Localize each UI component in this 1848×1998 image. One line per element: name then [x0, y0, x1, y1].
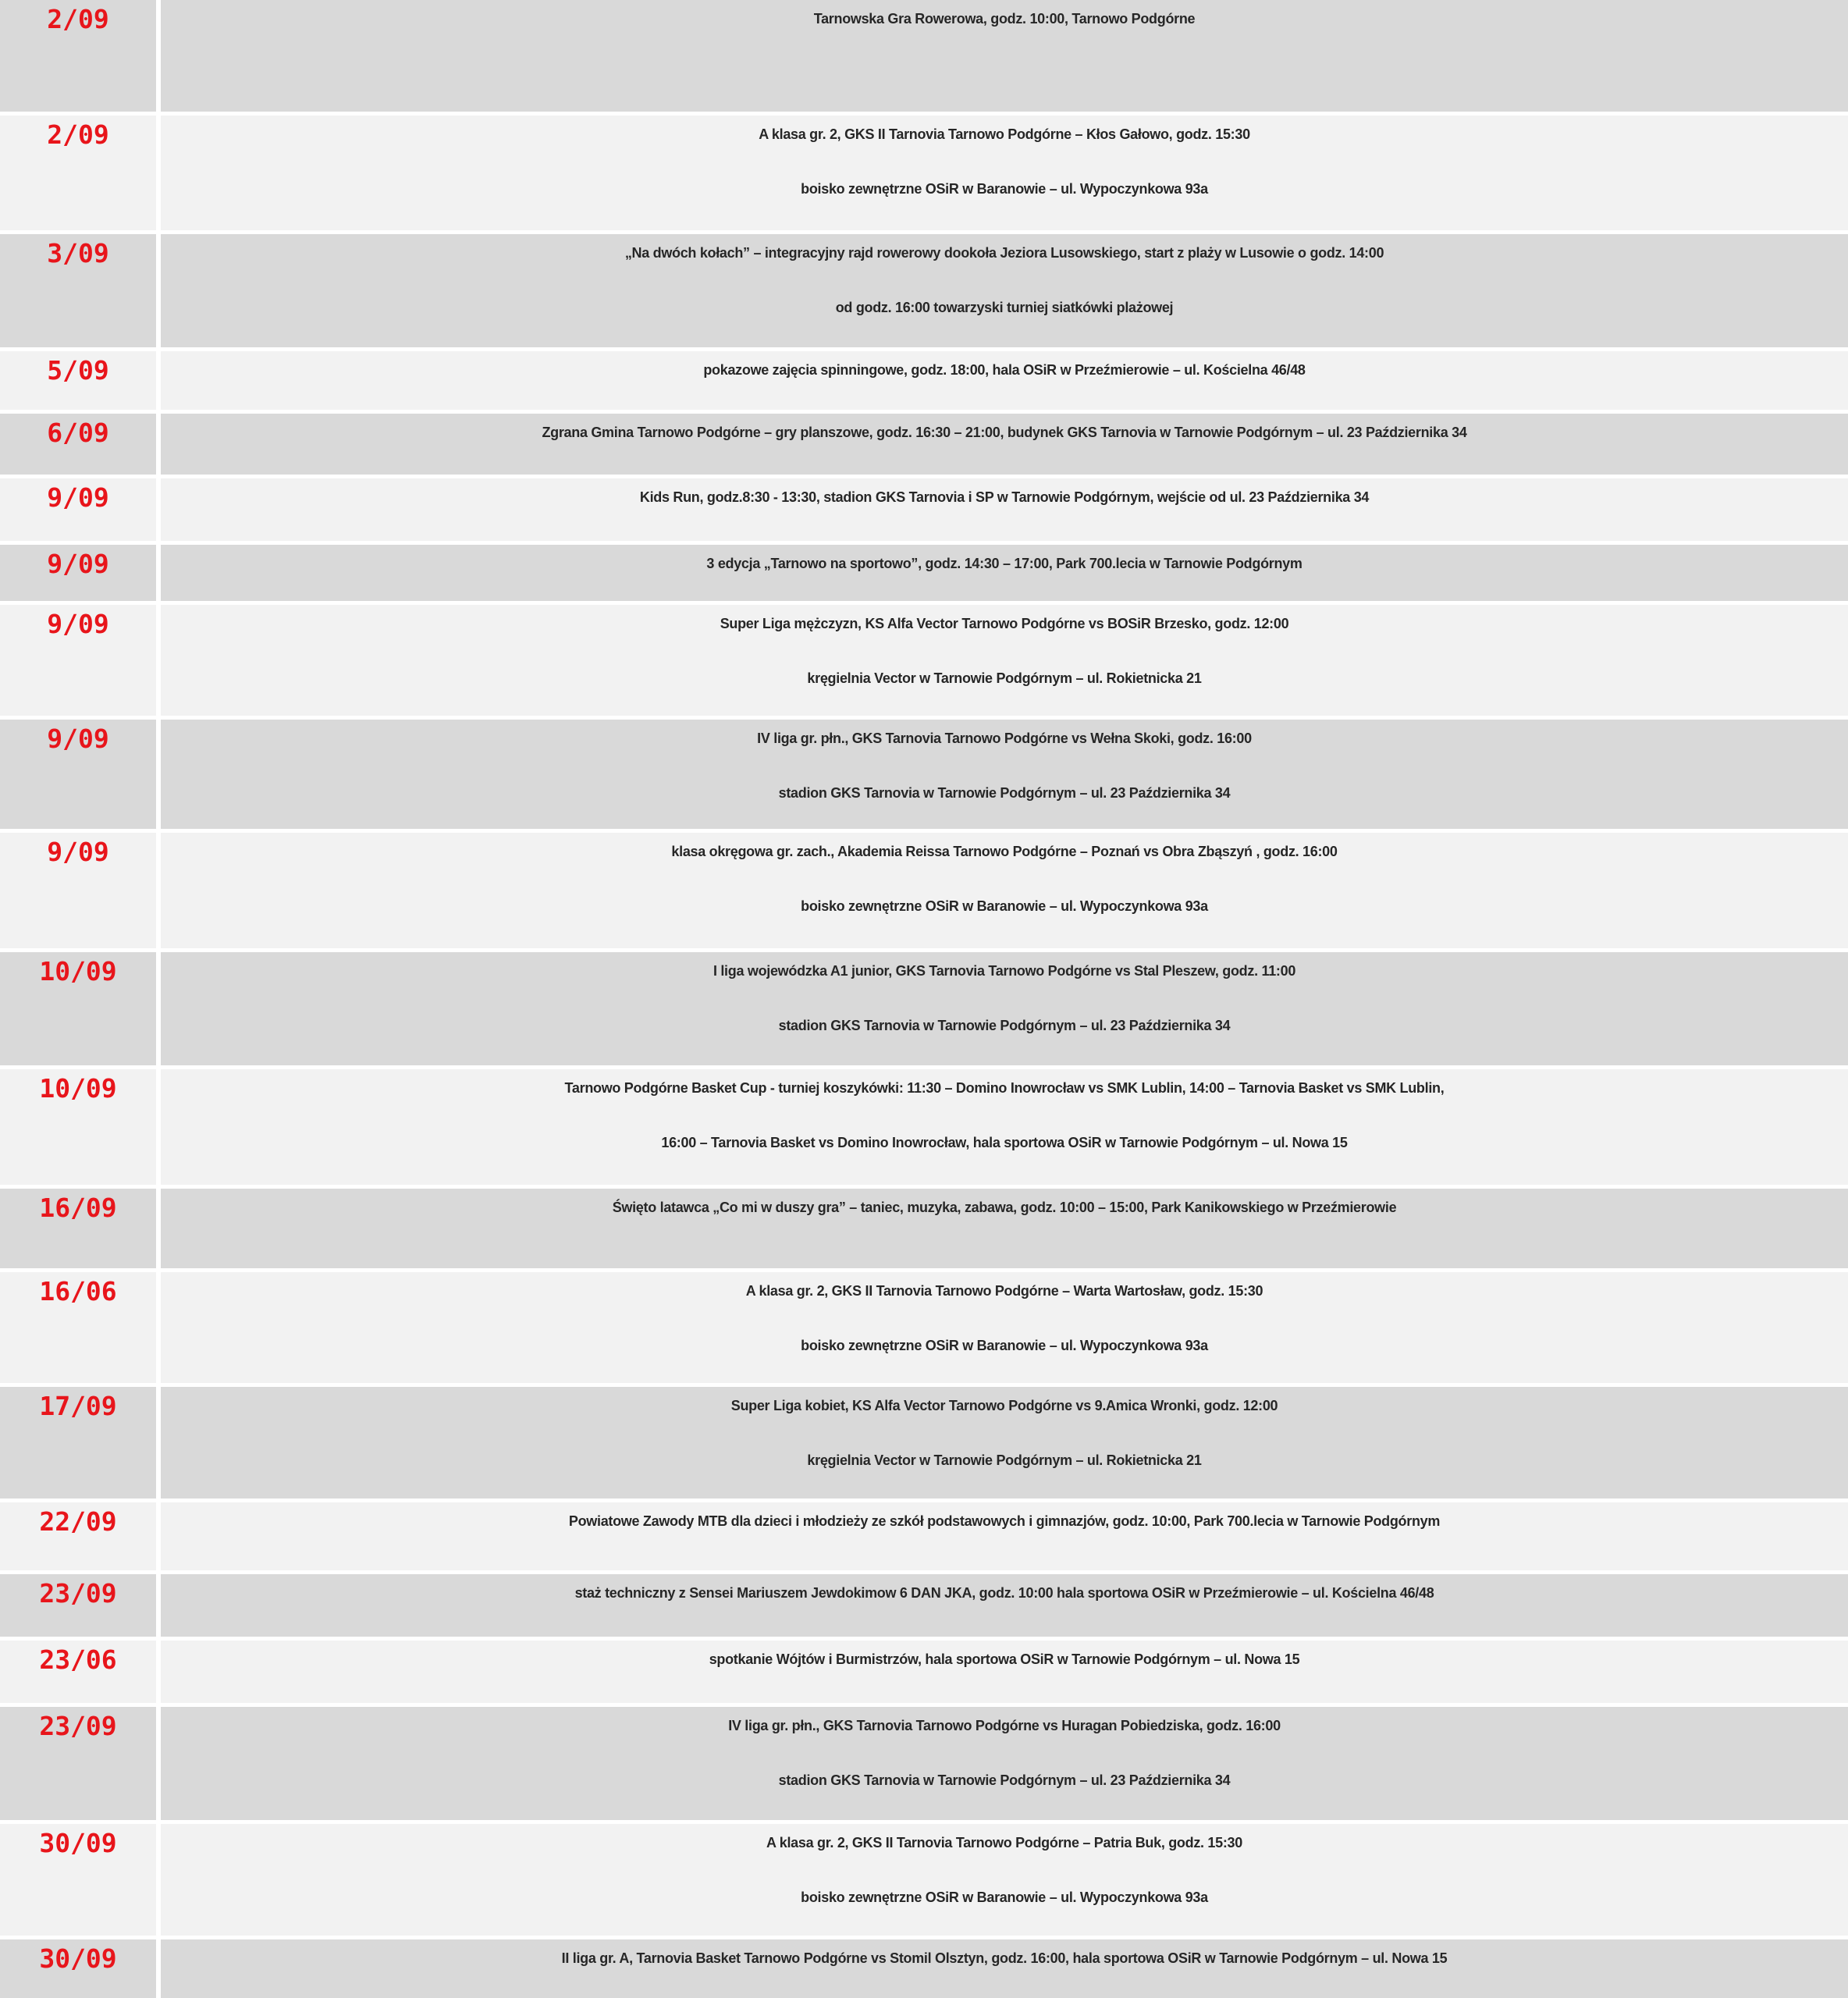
event-description: [161, 116, 1848, 230]
table-row: [0, 1189, 1848, 1268]
event-line: Powiatowe Zawody MTB dla dzieci i młodzieży ze szkół podstawowych i gimnazjów, godz. 10:00, Park 700.lecia w Tarnowie Podgórnym: [568, 1513, 1441, 1529]
event-description: [161, 1824, 1848, 1936]
event-date: 30/09: [0, 1939, 156, 1998]
event-line: boisko zewnętrzne OSiR w Baranowie – ul. Wypoczynkowa 93a: [801, 1338, 1208, 1353]
event-line: I liga wojewódzka A1 junior, GKS Tarnovia Tarnowo Podgórne vs Stal Pleszew, godz. 11:00: [713, 963, 1296, 979]
event-date: 2/09: [0, 0, 156, 112]
event-line: Super Liga mężczyzn, KS Alfa Vector Tarnowo Podgórne vs BOSiR Brzesko, godz. 12:00: [720, 616, 1289, 631]
table-row: [0, 1641, 1848, 1703]
table-row: [0, 414, 1848, 475]
event-description: [161, 1272, 1848, 1383]
event-date: 9/09: [0, 605, 156, 716]
event-line: 3 edycja „Tarnowo na sportowo”, godz. 14:30 – 17:00, Park 700.lecia w Tarnowie Podgórnym: [706, 556, 1302, 571]
event-description: [161, 1069, 1848, 1185]
event-date: 5/09: [0, 351, 156, 410]
event-date: 3/09: [0, 234, 156, 347]
event-line: Super Liga kobiet, KS Alfa Vector Tarnowo Podgórne vs 9.Amica Wronki, godz. 12:00: [730, 1398, 1278, 1413]
event-description: [161, 234, 1848, 347]
table-row: [0, 351, 1848, 410]
event-date: 10/09: [0, 1069, 156, 1185]
event-description: [161, 545, 1848, 601]
event-line: 16:00 – Tarnovia Basket vs Domino Inowrocław, hala sportowa OSiR w Tarnowie Podgórnym – ul. Nowa 15: [661, 1135, 1348, 1150]
event-date: 9/09: [0, 720, 156, 829]
event-description: [161, 952, 1848, 1065]
event-date: 23/06: [0, 1641, 156, 1703]
event-date: 17/09: [0, 1387, 156, 1498]
event-line: stadion GKS Tarnovia w Tarnowie Podgórnym – ul. 23 Października 34: [778, 785, 1231, 801]
event-line: pokazowe zajęcia spinningowe, godz. 18:00, hala OSiR w Przeźmierowie – ul. Kościelna 46/48: [703, 362, 1306, 378]
event-line: „Na dwóch kołach” – integracyjny rajd rowerowy dookoła Jeziora Lusowskiego, start z plaży w Lusowie o godz. 14:00: [624, 245, 1384, 261]
event-line: stadion GKS Tarnovia w Tarnowie Podgórnym – ul. 23 Października 34: [778, 1018, 1231, 1033]
event-date: 6/09: [0, 414, 156, 475]
event-description: [161, 351, 1848, 410]
event-line: A klasa gr. 2, GKS II Tarnovia Tarnowo Podgórne – Patria Buk, godz. 15:30: [766, 1835, 1242, 1850]
event-line: kręgielnia Vector w Tarnowie Podgórnym – ul. Rokietnicka 21: [807, 670, 1202, 686]
event-date: 9/09: [0, 545, 156, 601]
event-line: A klasa gr. 2, GKS II Tarnovia Tarnowo Podgórne – Warta Wartosław, godz. 15:30: [745, 1283, 1263, 1299]
event-date: 9/09: [0, 478, 156, 541]
event-description: [161, 478, 1848, 541]
table-row: [0, 234, 1848, 347]
table-row: [0, 605, 1848, 716]
table-row: [0, 1824, 1848, 1936]
event-description: [161, 1641, 1848, 1703]
event-line: spotkanie Wójtów i Burmistrzów, hala sportowa OSiR w Tarnowie Podgórnym – ul. Nowa 15: [709, 1651, 1300, 1667]
table-row: [0, 478, 1848, 541]
event-date: 16/06: [0, 1272, 156, 1383]
event-line: kręgielnia Vector w Tarnowie Podgórnym – ul. Rokietnicka 21: [807, 1452, 1202, 1468]
table-row: [0, 952, 1848, 1065]
table-row: [0, 1707, 1848, 1820]
table-row: [0, 720, 1848, 829]
event-line: A klasa gr. 2, GKS II Tarnovia Tarnowo Podgórne – Kłos Gałowo, godz. 15:30: [759, 126, 1250, 142]
event-line: Tarnowo Podgórne Basket Cup - turniej koszykówki: 11:30 – Domino Inowrocław vs SMK Lublin, 14:00 – Tarnovia Basket vs SMK Lublin,: [564, 1080, 1445, 1096]
event-line: boisko zewnętrzne OSiR w Baranowie – ul. Wypoczynkowa 93a: [801, 1890, 1208, 1905]
event-description: [161, 1189, 1848, 1268]
event-line: Zgrana Gmina Tarnowo Podgórne – gry planszowe, godz. 16:30 – 21:00, budynek GKS Tarnovia w Tarnowie Podgórnym – ul. 23 Października 34: [542, 425, 1467, 440]
event-description: [161, 833, 1848, 948]
table-row: [0, 833, 1848, 948]
table-row: [0, 116, 1848, 230]
table-row: [0, 1069, 1848, 1185]
table-row: [0, 0, 1848, 112]
table-row: [0, 1272, 1848, 1383]
event-description: [161, 414, 1848, 475]
table-row: [0, 1502, 1848, 1570]
table-row: [0, 545, 1848, 601]
event-description: [161, 1387, 1848, 1498]
event-description: [161, 0, 1848, 112]
event-line: boisko zewnętrzne OSiR w Baranowie – ul. Wypoczynkowa 93a: [801, 898, 1208, 914]
event-date: 16/09: [0, 1189, 156, 1268]
event-line: od godz. 16:00 towarzyski turniej siatkówki plażowej: [835, 300, 1174, 315]
event-date: 23/09: [0, 1707, 156, 1820]
event-line: boisko zewnętrzne OSiR w Baranowie – ul. Wypoczynkowa 93a: [801, 181, 1208, 197]
event-line: II liga gr. A, Tarnovia Basket Tarnowo Podgórne vs Stomil Olsztyn, godz. 16:00, hala sportowa OSiR w Tarnowie Podgórnym – ul. Nowa 15: [561, 1950, 1448, 1966]
event-line: stadion GKS Tarnovia w Tarnowie Podgórnym – ul. 23 Października 34: [778, 1772, 1231, 1788]
table-row: [0, 1387, 1848, 1498]
event-description: [161, 1707, 1848, 1820]
table-row: [0, 1939, 1848, 1998]
event-date: 2/09: [0, 116, 156, 230]
event-line: IV liga gr. płn., GKS Tarnovia Tarnowo Podgórne vs Wełna Skoki, godz. 16:00: [757, 731, 1252, 746]
event-date: 9/09: [0, 833, 156, 948]
event-line: Święto latawca „Co mi w duszy gra” – taniec, muzyka, zabawa, godz. 10:00 – 15:00, Park Kanikowskiego w Przeźmierowie: [612, 1200, 1397, 1215]
event-date: 22/09: [0, 1502, 156, 1570]
event-line: IV liga gr. płn., GKS Tarnovia Tarnowo Podgórne vs Huragan Pobiedziska, godz. 16:00: [728, 1718, 1281, 1733]
event-date: 10/09: [0, 952, 156, 1065]
table-row: [0, 1574, 1848, 1637]
event-description: [161, 720, 1848, 829]
event-date: 30/09: [0, 1824, 156, 1936]
event-line: Kids Run, godz.8:30 - 13:30, stadion GKS Tarnovia i SP w Tarnowie Podgórnym, wejście od ul. 23 Października 34: [639, 489, 1370, 505]
event-description: [161, 1574, 1848, 1637]
event-line: klasa okręgowa gr. zach., Akademia Reissa Tarnowo Podgórne – Poznań vs Obra Zbąszyń , godz. 16:00: [671, 844, 1338, 859]
event-line: Tarnowska Gra Rowerowa, godz. 10:00, Tarnowo Podgórne: [813, 11, 1196, 27]
event-date: 23/09: [0, 1574, 156, 1637]
event-description: [161, 1502, 1848, 1570]
event-description: [161, 605, 1848, 716]
event-line: staż techniczny z Sensei Mariuszem Jewdokimow 6 DAN JKA, godz. 10:00 hala sportowa OSiR w Przeźmierowie – ul. Kościelna 46/48: [574, 1585, 1434, 1601]
event-description: [161, 1939, 1848, 1998]
